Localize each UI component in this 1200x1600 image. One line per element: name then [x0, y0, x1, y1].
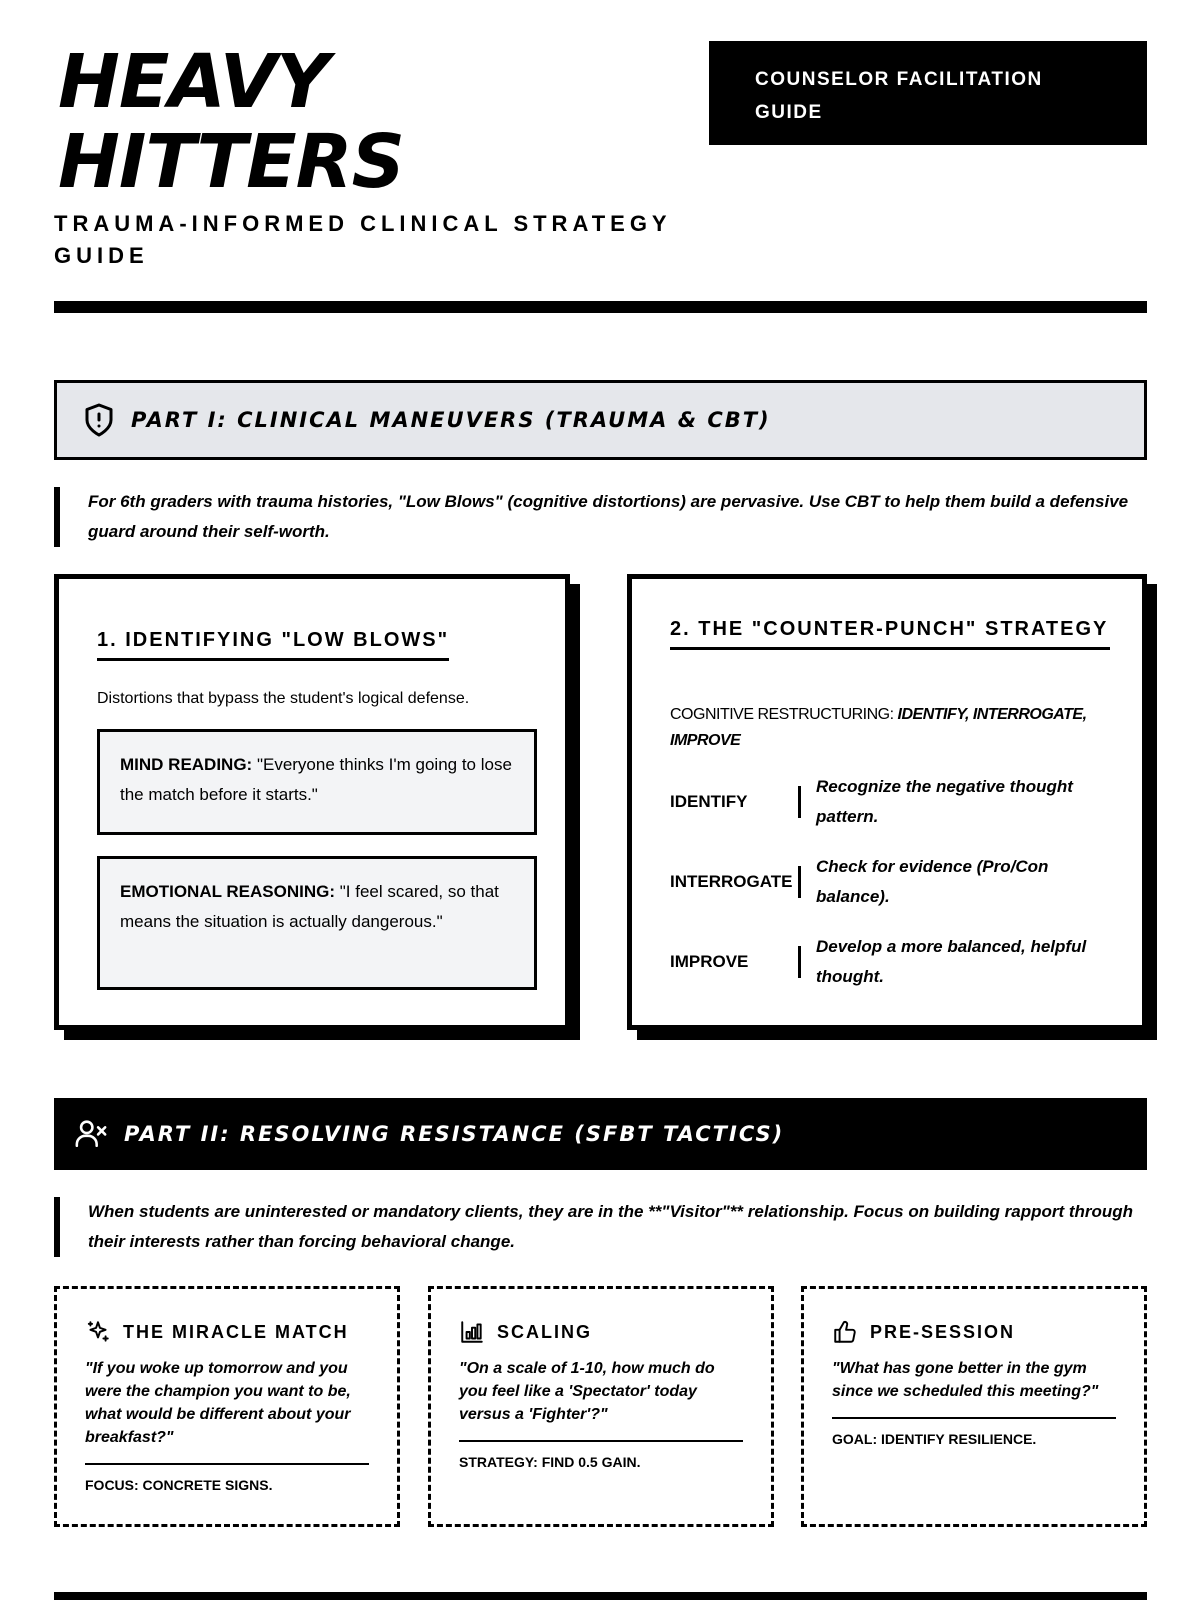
tactic-quote: "What has gone better in the gym since we scheduled this meeting?"	[832, 1357, 1116, 1419]
step-divider	[798, 866, 801, 898]
part1-header	[54, 380, 1147, 460]
example-text: "Everyone thinks I'm going to lose the match before it starts."	[120, 755, 512, 804]
step-row	[670, 772, 1110, 832]
emotional-reasoning-example	[97, 856, 537, 990]
mind-reading-example	[97, 729, 537, 835]
tactic-quote: "If you woke up tomorrow and you were the champion you want to be, what would be different about your breakfast?"	[85, 1357, 369, 1465]
counter-punch-title: 2. THE "COUNTER-PUNCH" STRATEGY	[670, 616, 1110, 650]
step-name: IMPROVE	[670, 952, 749, 971]
part2-header	[54, 1098, 1147, 1170]
tactic-header	[85, 1319, 369, 1345]
tactic-title: PRE-SESSION	[870, 1321, 1016, 1342]
low-blows-card	[54, 574, 570, 1030]
tactic-footer: GOAL: IDENTIFY RESILIENCE.	[832, 1431, 1037, 1447]
tactic-header	[459, 1319, 743, 1345]
part2-heading: PART II: RESOLVING RESISTANCE (SFBT TACTICS)	[124, 1122, 785, 1146]
tactic-title: SCALING	[497, 1321, 592, 1342]
step-divider	[798, 786, 801, 818]
tactic-card	[428, 1286, 774, 1527]
step-name: IDENTIFY	[670, 792, 748, 811]
restructuring-steps: IDENTIFY, INTERROGATE, IMPROVE	[670, 706, 1087, 749]
step-row	[670, 852, 1110, 912]
header-divider	[54, 301, 1147, 313]
restructuring-line	[670, 702, 1110, 754]
footer-divider	[54, 1592, 1147, 1600]
low-blows-title: 1. IDENTIFYING "LOW BLOWS"	[97, 627, 449, 661]
example-label: MIND READING:	[120, 755, 253, 774]
bar-chart-icon	[459, 1319, 485, 1345]
tactic-footer: STRATEGY: FIND 0.5 GAIN.	[459, 1454, 641, 1470]
page-subtitle: TRAUMA-INFORMED CLINICAL STRATEGY GUIDE	[54, 211, 672, 268]
example-label: EMOTIONAL REASONING:	[120, 882, 336, 901]
low-blows-description: Distortions that bypass the student's logical defense.	[97, 690, 470, 707]
sparkles-icon	[85, 1319, 111, 1345]
tactic-card	[54, 1286, 400, 1527]
shield-alert-icon	[81, 402, 117, 438]
tactic-quote: "On a scale of 1-10, how much do you feel like a 'Spectator' today versus a 'Fighter'?"	[459, 1357, 743, 1442]
part1-heading: PART I: CLINICAL MANEUVERS (TRAUMA & CBT)	[131, 408, 771, 432]
step-row	[670, 932, 1110, 992]
counter-punch-card	[627, 574, 1147, 1030]
tactic-header	[832, 1319, 1116, 1345]
example-text: "I feel scared, so that means the situation is actually dangerous."	[120, 882, 499, 931]
thumbs-up-icon	[832, 1319, 858, 1345]
step-text: Check for evidence (Pro/Con balance).	[816, 857, 1049, 906]
tactic-card	[801, 1286, 1147, 1527]
guide-badge: COUNSELOR FACILITATION GUIDE	[709, 41, 1147, 145]
part2-intro: When students are uninterested or mandatory clients, they are in the **"Visitor"** relationship. Focus on building rapport through their interests rather than forcing behavioral change.	[54, 1197, 1147, 1257]
step-divider	[798, 946, 801, 978]
step-name: INTERROGATE	[670, 872, 793, 891]
user-x-icon	[74, 1116, 110, 1152]
step-text: Recognize the negative thought pattern.	[816, 777, 1073, 826]
tactic-title: THE MIRACLE MATCH	[123, 1321, 349, 1342]
tactic-footer: FOCUS: CONCRETE SIGNS.	[85, 1477, 273, 1493]
part1-intro: For 6th graders with trauma histories, "Low Blows" (cognitive distortions) are pervasive. Use CBT to help them build a defensive guard around their self-worth.	[54, 487, 1147, 547]
restructuring-label: COGNITIVE RESTRUCTURING:	[670, 706, 898, 723]
step-text: Develop a more balanced, helpful thought.	[816, 937, 1087, 986]
page-title: HEAVY HITTERS	[58, 39, 404, 205]
